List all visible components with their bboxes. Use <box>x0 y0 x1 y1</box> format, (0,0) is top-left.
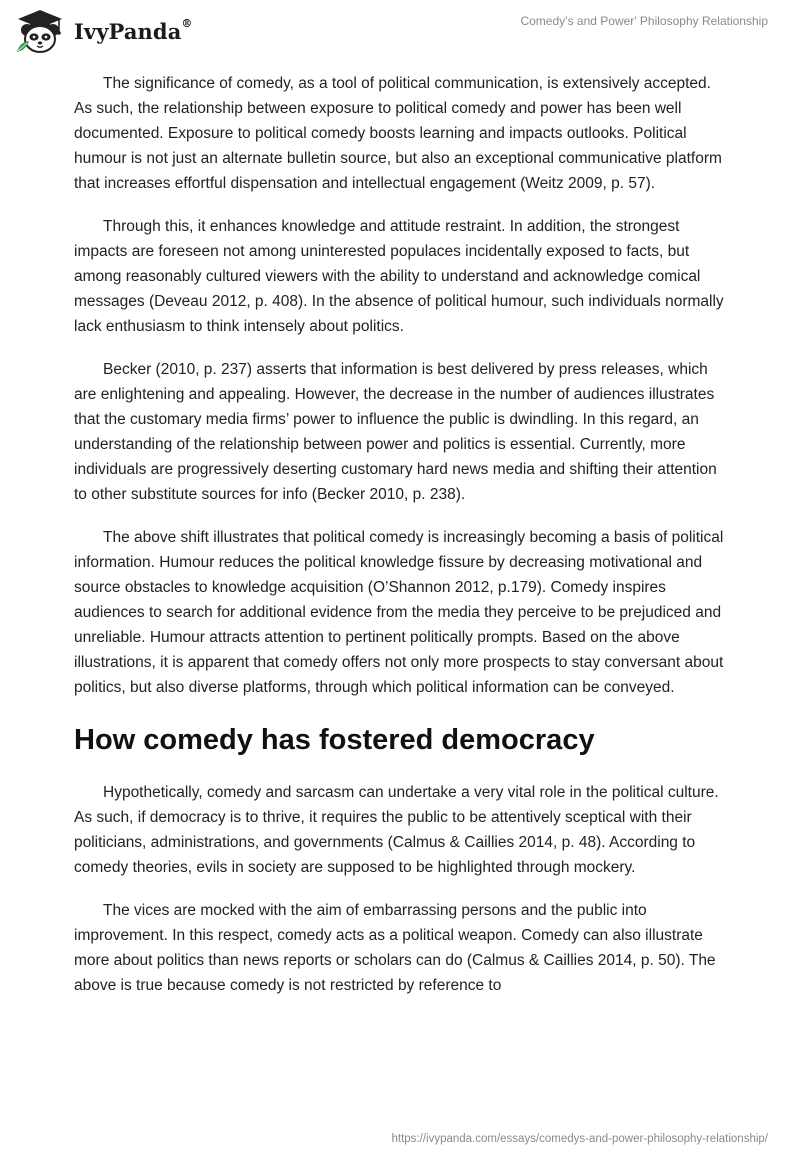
page-header <box>0 0 800 60</box>
panda-graduate-icon <box>14 8 66 54</box>
paragraph: Becker (2010, p. 237) asserts that information is best delivered by press releases, which are enlightening and appealing. However, the decrease in the number of audiences illustrates that the customary media firms’ power to influence the public is dwindling. In this regard, an understanding of the relationship between power and politics is essential. Currently, more individuals are progressively deserting customary hard news media and shifting their attention to other substitute sources for info (Becker 2010, p. 238). <box>74 361 717 503</box>
paragraph: Through this, it enhances knowledge and attitude restraint. In addition, the strongest impacts are foreseen not among uninterested populaces incidentally exposed to facts, but among reasonably cultured viewers with the ability to understand and acknowledge comical messages (Deveau 2012, p. 408). In the absence of political humour, such individuals normally lack enthusiasm to think intensely about politics. <box>74 218 724 335</box>
section-heading: How comedy has fostered democracy <box>74 724 595 756</box>
brand-name <box>74 16 193 44</box>
paragraph: The above shift illustrates that political comedy is increasingly becoming a basis of political information. Humour reduces the political knowledge fissure by decreasing motivational and source obstacles to knowledge acquisition (O’Shannon 2012, p.179). Comedy inspires audiences to search for additional evidence from the media they perceive to be prejudiced and unreliable. Humour attracts attention to pertinent politically prompts. Based on the above illustrations, it is apparent that comedy offers not only more prospects to stay conversant about politics, but also diverse platforms, through which political information can be conveyed. <box>74 529 724 696</box>
source-url[interactable]: https://ivypanda.com/essays/comedys-and-power-philosophy-relationship/ <box>391 1133 768 1145</box>
registered-mark: ® <box>181 16 193 30</box>
ivypanda-logo[interactable] <box>14 8 193 54</box>
paragraph: Hypothetically, comedy and sarcasm can undertake a very vital role in the political culture. As such, if democracy is to thrive, it requires the public to be attentively sceptical with their politicians, administrations, and governments (Calmus & Caillies 2014, p. 48). According to comedy theories, evils in society are supposed to be highlighted through mockery. <box>74 784 719 876</box>
document-running-title: Comedy’s and Power' Philosophy Relationship <box>520 14 768 28</box>
essay-body <box>74 71 726 1016</box>
paragraph: The significance of comedy, as a tool of political communication, is extensively accepted. As such, the relationship between exposure to political comedy and power has been well documented. Exposure to political comedy boosts learning and impacts outlooks. Political humour is not just an alternate bulletin source, but also an exceptional communicative platform that increases effortful dispensation and intellectual engagement (Weitz 2009, p. 57). <box>74 75 722 192</box>
brand-wordmark: IvyPanda <box>74 18 182 44</box>
paragraph: The vices are mocked with the aim of embarrassing persons and the public into improvement. In this respect, comedy acts as a political weapon. Comedy can also illustrate more about politics than news reports or scholars can do (Calmus & Caillies 2014, p. 50). The above is true because comedy is not restricted by reference to <box>74 902 716 994</box>
